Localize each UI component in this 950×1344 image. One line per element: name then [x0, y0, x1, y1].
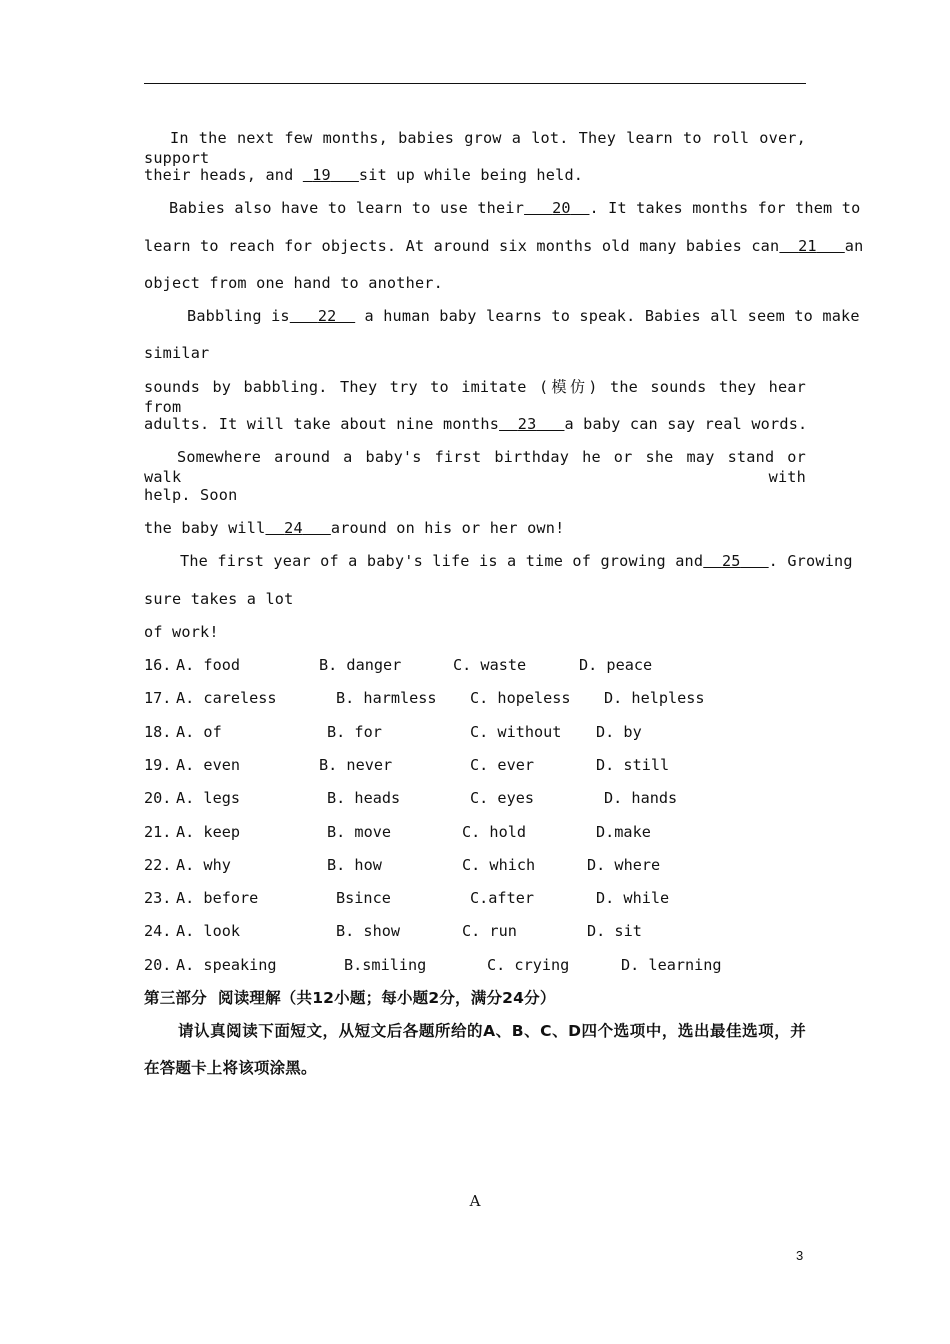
passage-text: object from one hand to another. — [144, 274, 443, 292]
option-d: D. peace — [579, 656, 653, 674]
option-c: C. ever — [470, 756, 535, 774]
passage-text: sit up while being held. — [358, 166, 584, 184]
option-c: C. hold — [462, 823, 527, 841]
question-number: 18. — [144, 723, 172, 741]
blank-24: 24 — [284, 519, 303, 537]
option-d: D. learning — [621, 956, 722, 974]
passage-line — [169, 198, 861, 218]
question-number: 20. — [144, 956, 172, 974]
passage-text: a human baby learns to speak. Babies all seem to make — [355, 307, 860, 325]
blank-20: 20 — [552, 199, 571, 217]
option-d: D. where — [587, 856, 661, 874]
blank-25: 25 — [721, 552, 741, 570]
section-instruction — [144, 1021, 806, 1041]
option-b: B. for — [327, 723, 382, 741]
passage-text: Babbling is — [187, 307, 290, 325]
blank-21: 21 — [798, 237, 817, 255]
option-c: C.after — [470, 889, 535, 907]
question-number: 22. — [144, 856, 172, 874]
question-number: 17. — [144, 689, 172, 707]
passage-line — [144, 128, 806, 168]
passage-text: help. Soon — [144, 486, 238, 504]
header-rule — [144, 83, 806, 84]
option-b: B. danger — [319, 656, 402, 674]
passage-text: their heads, and — [144, 166, 303, 184]
passage-line — [144, 236, 864, 256]
passage-text: . It takes months for them to — [589, 199, 861, 217]
passage-text: an — [844, 237, 864, 255]
option-a: A. legs — [176, 789, 241, 807]
instruction-text: 请认真阅读下面短文，从短文后各题所给的A、B、C、D四个选项中，选出最佳选项，并 — [178, 1022, 806, 1040]
passage-text: sure takes a lot — [144, 590, 294, 608]
passage-text: of work! — [144, 623, 219, 641]
option-c: C. run — [462, 922, 517, 940]
passage-text: learn to reach for objects. At around six months old many babies can — [144, 237, 780, 255]
option-c: C. crying — [487, 956, 570, 974]
option-d: D. while — [596, 889, 670, 907]
question-number: 20. — [144, 789, 172, 807]
page-number: 3 — [796, 1248, 804, 1263]
passage-text: the baby will — [144, 519, 266, 537]
option-b: Bsince — [336, 889, 391, 907]
question-number: 23. — [144, 889, 172, 907]
option-d: D. still — [596, 756, 670, 774]
passage-line — [144, 518, 806, 538]
passage-line — [144, 485, 806, 505]
passage-line — [144, 273, 806, 293]
option-d: D. helpless — [604, 689, 705, 707]
passage-line — [144, 447, 806, 487]
option-c: C. waste — [453, 656, 527, 674]
option-d: D. sit — [587, 922, 642, 940]
passage-text: In the next few months, babies grow a lot. They learn to roll over, support — [144, 129, 806, 167]
passage-text: adults. It will take about nine months — [144, 415, 500, 433]
passage-text: around on his or her own! — [330, 519, 565, 537]
passage-line — [144, 589, 806, 609]
option-b: B. show — [336, 922, 401, 940]
blank-19: 19 — [312, 166, 331, 184]
question-number: 16. — [144, 656, 172, 674]
option-b: B. never — [319, 756, 393, 774]
option-a: A. careless — [176, 689, 277, 707]
passage-line — [187, 306, 860, 326]
option-a: A. speaking — [176, 956, 277, 974]
passage-text: The first year of a baby's life is a time of growing and — [180, 552, 704, 570]
option-a: A. even — [176, 756, 241, 774]
section-instruction-cont: 在答题卡上将该项涂黑。 — [144, 1059, 317, 1077]
passage-line — [144, 165, 806, 185]
option-c: C. without — [470, 723, 562, 741]
passage-text: sounds by babbling. They try to imitate (模仿) the sounds they hear from — [144, 378, 806, 416]
option-a: A. food — [176, 656, 241, 674]
passage-text: a baby can say real words. — [564, 415, 808, 433]
option-a: A. look — [176, 922, 241, 940]
option-a: A. before — [176, 889, 259, 907]
option-b: B.smiling — [344, 956, 427, 974]
option-b: B. heads — [327, 789, 401, 807]
option-c: C. eyes — [470, 789, 535, 807]
passage-line — [144, 622, 806, 642]
question-number: 24. — [144, 922, 172, 940]
question-number: 21. — [144, 823, 172, 841]
passage-line — [144, 414, 806, 434]
passage-line — [144, 377, 806, 417]
passage-line — [144, 343, 806, 363]
option-a: A. keep — [176, 823, 241, 841]
option-c: C. which — [462, 856, 536, 874]
option-a: A. why — [176, 856, 231, 874]
passage-text: similar — [144, 344, 210, 362]
option-c: C. hopeless — [470, 689, 571, 707]
option-d: D.make — [596, 823, 651, 841]
passage-text: Somewhere around a baby's first birthday he or she may stand or walk with — [144, 448, 806, 486]
passage-text: Babies also have to learn to use their — [169, 199, 525, 217]
section-heading: 第三部分 阅读理解（共12小题；每小题2分，满分24分） — [144, 989, 556, 1007]
option-a: A. of — [176, 723, 222, 741]
blank-23: 23 — [517, 415, 537, 433]
question-number: 19. — [144, 756, 172, 774]
option-b: B. move — [327, 823, 392, 841]
passage-line — [180, 551, 853, 571]
passage-text: . Growing — [768, 552, 853, 570]
part-label: A — [469, 1192, 481, 1210]
option-b: B. how — [327, 856, 382, 874]
option-d: D. by — [596, 723, 642, 741]
option-d: D. hands — [604, 789, 678, 807]
option-b: B. harmless — [336, 689, 437, 707]
blank-22: 22 — [317, 307, 337, 325]
